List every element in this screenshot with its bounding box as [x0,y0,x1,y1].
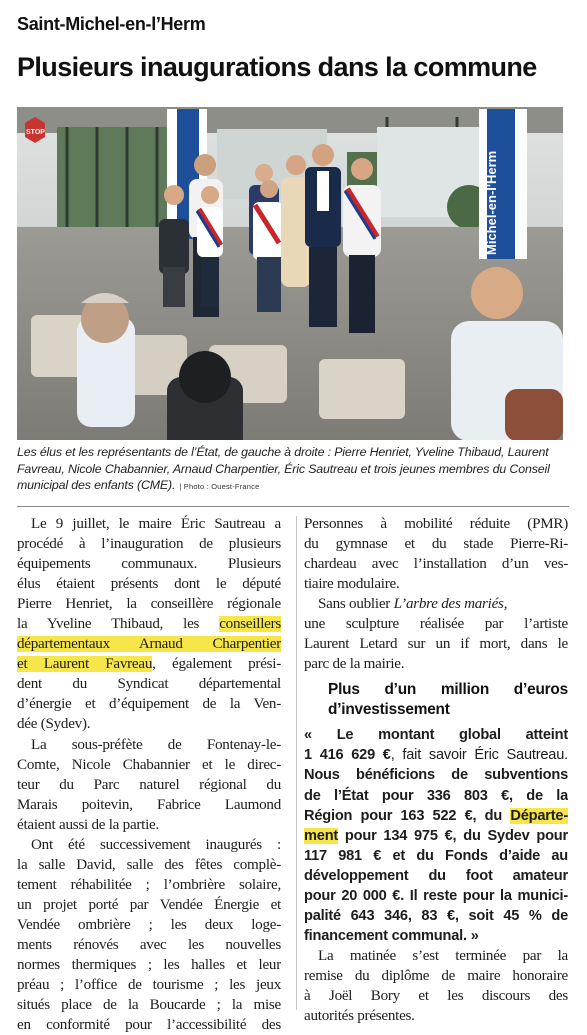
text-line: « Le montant global atteint [304,727,568,744]
text-run: , fait savoir Éric Sautreau. [390,747,568,764]
article-photo [17,107,563,440]
text-line: autorités présentes. [304,1008,415,1025]
text-line: Marais poitevin, Fabrice Laumond [17,796,281,813]
text-line: situés place de la Boucarde ; la mise [17,997,281,1014]
text-line: Nous bénéficions de subventions [304,767,568,784]
paragraph-closing [304,946,568,1026]
caption-divider [17,506,569,507]
text-line: équipements communaux. Plusieurs [17,556,281,573]
column-divider [296,516,297,1010]
banner-text: Michel-en-l'Herm [484,150,499,255]
text-line: la salle David, salle des fêtes complè- [17,856,281,873]
text-line: dée (Sydev). [17,716,91,733]
article-column-left [17,514,281,1035]
highlighted-text: ment [304,827,339,844]
text-line: un projet porté par Vendée Énergie et [17,896,281,913]
text-line: financement communal. » [304,927,479,944]
article-headline: Plusieurs inaugurations dans la commune [17,52,537,82]
text-line: remise du diplôme de maire honoraire [304,967,568,984]
stop-sign: STOP [26,129,45,136]
text-line: préau ; l’office de tourisme ; les jeux [17,977,281,994]
text-line: Ont été successivement inaugurés : [31,836,281,853]
text-line: Vendée ombrière ; les deux loge- [17,916,281,933]
text-line: de l’État pour 336 803 €, de la [304,787,568,804]
text-line [304,745,568,765]
paragraph-pmr [304,514,568,594]
section-subheading: Plus d’un million d’euros d’investissement [328,681,568,718]
paragraph-guests [17,735,281,835]
text-line [17,614,281,634]
text-line: procédé à l’inauguration de plusieurs [17,536,281,553]
text-line: une sculpture réalisée par l’artiste [304,616,568,633]
photo-caption [17,444,569,496]
text-line: à Joël Bory et les discours des [304,987,568,1004]
highlighted-text: et Laurent Favreau [17,656,153,673]
text-line: Comte, Nicole Chabannier et le direc- [17,756,281,773]
text-line: en conformité pour l’accessibilité des [17,1017,281,1034]
text-line: Le 9 juillet, le maire Éric Sautreau a [31,516,281,532]
text-run: pour 134 975 €, du Sydev pour [338,827,568,844]
text-line: tement réhabilitée ; l’ombrière solaire, [17,876,281,893]
paragraph-inaugurations [17,835,281,1035]
text-line: La sous-préfète de Fontenay-le- [31,736,281,753]
text-line: développement du foot amateur [304,867,568,884]
text-line: normes thermiques ; les halles et leur [17,957,281,974]
caption-text: Les élus et les représentants de l’État, de gauche à droite : Pierre Henriet, Yveline Thibaud, Laurent Favreau, Nicole Chabannier, Arnaud Charpentier, Éric Sautreau et trois jeunes membres du Conseil municipal des enfants (CME). [17,445,550,493]
text-run: Région pour 163 522 €, du [304,807,511,824]
text-line: parc de la mairie. [304,656,405,673]
text-run: , également prési- [152,656,281,673]
text-run: Sans oublier [318,596,394,613]
paragraph-sculpture [304,594,568,674]
section-kicker: Saint-Michel-en-l’Herm [17,14,206,34]
text-line [17,634,281,654]
text-line: pour 20 000 €. Il reste pour la munici- [304,887,568,904]
artwork-title: L’arbre des mariés [393,596,504,613]
text-line: Pierre Henriet, la conseillère régionale [17,596,281,613]
highlighted-text: Départe- [510,807,568,824]
text-line: teur du Parc naturel régional du [17,776,281,793]
highlighted-text: départementaux Arnaud Charpentier [17,636,281,653]
text-line: La matinée s’est terminée par la [318,947,568,964]
text-line: chardeau avec l’installation d’un ves- [304,556,568,573]
text-line [304,594,568,614]
text-line: d’énergie et d’équipement de la Ven- [17,696,281,713]
highlighted-text: conseillers [219,616,281,633]
text-line [304,806,568,826]
article-column-right [304,514,568,1026]
paragraph-intro [17,514,281,735]
text-line: Personnes à mobilité réduite (PMR) [304,516,568,532]
text-line: Laurent Letard sur un if mort, dans le [304,636,568,653]
text-line: dent du Syndicat départemental [17,676,281,693]
photo-credit: | Photo : Ouest-France [179,482,260,492]
text-line: tiaire modulaire. [304,576,400,593]
text-run: 1 416 629 € [304,747,391,764]
text-line: palité 643 346, 83 €, soit 45 % de [304,907,568,924]
text-line: du gymnase et du stade Pierre-Ri- [304,536,568,553]
text-line: 117 981 € et du Fonds d’aide au [304,847,568,864]
quote-financing [304,725,568,946]
text-line [304,826,568,846]
text-line [17,654,281,674]
text-line: ments rénovés avec les nouvelles [17,936,281,953]
text-run: , [503,596,508,613]
text-run: la Yveline Thibaud, les [17,616,200,633]
text-line: étaient aussi de la partie. [17,816,160,833]
text-line: élus étaient présents dont le député [17,576,281,593]
